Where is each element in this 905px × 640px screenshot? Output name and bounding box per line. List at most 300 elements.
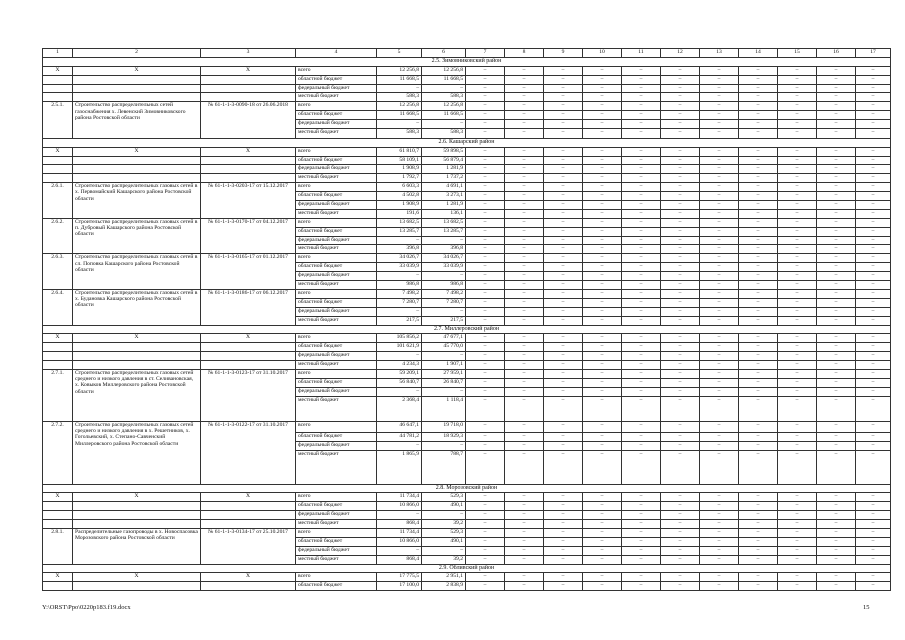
- page-number: 15: [863, 604, 870, 611]
- project-name: Строительство распределительных газовых сетей в п. Дубровый Кашарского района Ростовской области: [73, 218, 201, 254]
- item-number: 2.6.3.: [43, 254, 73, 290]
- budget-type: областной бюджет: [296, 192, 377, 201]
- value-column-10: –: [583, 156, 622, 165]
- value-column-13: –: [700, 334, 739, 343]
- value-column-17: –: [856, 102, 891, 111]
- value-column-12: –: [661, 361, 700, 370]
- budget-type: областной бюджет: [296, 111, 377, 120]
- budget-type: всего: [296, 102, 377, 111]
- value-column-14: –: [739, 573, 778, 582]
- value-column-15: –: [778, 343, 817, 352]
- table-row: [43, 254, 891, 263]
- value-column-12: –: [661, 555, 700, 564]
- value-column-7: –: [466, 298, 505, 307]
- value-column-15: –: [778, 529, 817, 538]
- value-column-5: 11 668,5: [377, 111, 422, 120]
- value-column-15: –: [778, 502, 817, 511]
- value-column-7: –: [466, 156, 505, 165]
- value-column-10: –: [583, 183, 622, 192]
- value-column-14: –: [739, 520, 778, 529]
- value-column-8: –: [505, 281, 544, 290]
- value-column-13: –: [700, 120, 739, 129]
- value-column-6: 11 668,5: [422, 111, 466, 120]
- value-column-17: –: [856, 289, 891, 298]
- value-column-17: –: [856, 343, 891, 352]
- value-column-14: –: [739, 298, 778, 307]
- value-column-16: –: [817, 272, 856, 281]
- value-column-15: –: [778, 102, 817, 111]
- value-column-9: –: [544, 75, 583, 84]
- value-column-10: –: [583, 102, 622, 111]
- value-column-5: 217,5: [377, 316, 422, 325]
- value-column-14: –: [739, 307, 778, 316]
- budget-type: всего: [296, 369, 377, 378]
- value-column-14: –: [739, 334, 778, 343]
- value-column-6: 217,5: [422, 316, 466, 325]
- value-column-9: –: [544, 245, 583, 254]
- item-number: [43, 520, 73, 529]
- value-column-7: –: [466, 316, 505, 325]
- value-column-8: –: [505, 192, 544, 201]
- value-column-10: –: [583, 502, 622, 511]
- budget-type: областной бюджет: [296, 156, 377, 165]
- value-column-5: 13 285,7: [377, 227, 422, 236]
- value-column-9: –: [544, 281, 583, 290]
- value-column-14: –: [739, 201, 778, 210]
- value-column-7: –: [466, 120, 505, 129]
- value-column-12: –: [661, 352, 700, 361]
- value-column-11: –: [622, 245, 661, 254]
- column-number: 8: [505, 49, 544, 58]
- budget-type: федеральный бюджет: [296, 236, 377, 245]
- value-column-7: –: [466, 66, 505, 75]
- value-column-16: –: [817, 236, 856, 245]
- value-column-5: 33 039,9: [377, 263, 422, 272]
- section-title: 2.5. Зимовниковский район: [43, 57, 891, 66]
- budget-type: всего: [296, 529, 377, 538]
- budget-type: областной бюджет: [296, 227, 377, 236]
- value-column-16: –: [817, 218, 856, 227]
- value-column-11: –: [622, 289, 661, 298]
- value-column-6: 1 118,4: [422, 396, 466, 421]
- value-column-5: 34 026,7: [377, 254, 422, 263]
- budget-type: местный бюджет: [296, 281, 377, 290]
- value-column-16: –: [817, 502, 856, 511]
- value-column-12: –: [661, 307, 700, 316]
- value-column-8: –: [505, 582, 544, 591]
- value-column-11: –: [622, 129, 661, 139]
- value-column-16: –: [817, 111, 856, 120]
- budget-type: всего: [296, 493, 377, 502]
- value-column-12: –: [661, 263, 700, 272]
- value-column-15: –: [778, 432, 817, 441]
- value-column-15: –: [778, 192, 817, 201]
- value-column-10: –: [583, 378, 622, 387]
- value-column-15: –: [778, 537, 817, 546]
- value-column-11: –: [622, 218, 661, 227]
- value-column-15: –: [778, 111, 817, 120]
- value-column-5: 4 502,8: [377, 192, 422, 201]
- expertise-reference: X: [201, 573, 296, 582]
- value-column-15: –: [778, 209, 817, 218]
- budget-type: всего: [296, 334, 377, 343]
- value-column-16: –: [817, 546, 856, 555]
- value-column-15: –: [778, 573, 817, 582]
- value-column-16: –: [817, 102, 856, 111]
- value-column-16: –: [817, 165, 856, 174]
- project-name: Строительство распределительных газовых сетей в х. Будановка Кашарского района Ростовской области: [73, 289, 201, 325]
- expertise-reference: [201, 156, 296, 165]
- value-column-7: –: [466, 502, 505, 511]
- value-column-8: –: [505, 316, 544, 325]
- project-name: X: [73, 573, 201, 582]
- value-column-13: –: [700, 236, 739, 245]
- value-column-5: 61 810,7: [377, 147, 422, 156]
- value-column-7: –: [466, 555, 505, 564]
- value-column-8: –: [505, 432, 544, 441]
- project-name: Строительство распределительных сетей газоснабжения х. Левенский Зимовниковского района Ростовской области: [73, 102, 201, 138]
- value-column-17: –: [856, 361, 891, 370]
- value-column-17: –: [856, 236, 891, 245]
- value-column-17: –: [856, 493, 891, 502]
- value-column-7: –: [466, 263, 505, 272]
- value-column-8: –: [505, 421, 544, 432]
- value-column-9: –: [544, 396, 583, 421]
- value-column-17: –: [856, 520, 891, 529]
- value-column-16: –: [817, 156, 856, 165]
- value-column-15: –: [778, 183, 817, 192]
- value-column-7: –: [466, 192, 505, 201]
- value-column-13: –: [700, 209, 739, 218]
- value-column-16: –: [817, 254, 856, 263]
- value-column-11: –: [622, 236, 661, 245]
- value-column-17: –: [856, 352, 891, 361]
- value-column-10: –: [583, 272, 622, 281]
- value-column-5: 1 792,7: [377, 174, 422, 183]
- value-column-5: –: [377, 441, 422, 450]
- value-column-14: –: [739, 218, 778, 227]
- value-column-13: –: [700, 298, 739, 307]
- value-column-16: –: [817, 192, 856, 201]
- table-row: [43, 502, 891, 511]
- value-column-17: –: [856, 396, 891, 421]
- project-name: Строительство распределительных газовых сетей в сл. Поповка Кашарского района Ростовской области: [73, 254, 201, 290]
- value-column-16: –: [817, 511, 856, 520]
- value-column-15: –: [778, 66, 817, 75]
- value-column-7: –: [466, 84, 505, 93]
- value-column-11: –: [622, 120, 661, 129]
- value-column-12: –: [661, 582, 700, 591]
- value-column-13: –: [700, 129, 739, 139]
- value-column-9: –: [544, 84, 583, 93]
- value-column-16: –: [817, 573, 856, 582]
- value-column-9: –: [544, 227, 583, 236]
- budget-type: местный бюджет: [296, 450, 377, 484]
- value-column-9: –: [544, 450, 583, 484]
- value-column-15: –: [778, 441, 817, 450]
- value-column-16: –: [817, 174, 856, 183]
- value-column-10: –: [583, 334, 622, 343]
- value-column-14: –: [739, 236, 778, 245]
- item-number: 2.8.1.: [43, 529, 73, 565]
- value-column-15: –: [778, 165, 817, 174]
- value-column-13: –: [700, 66, 739, 75]
- value-column-8: –: [505, 369, 544, 378]
- value-column-13: –: [700, 147, 739, 156]
- value-column-8: –: [505, 378, 544, 387]
- value-column-17: –: [856, 183, 891, 192]
- value-column-11: –: [622, 529, 661, 538]
- value-column-10: –: [583, 529, 622, 538]
- value-column-5: 588,3: [377, 129, 422, 139]
- value-column-12: –: [661, 450, 700, 484]
- project-name: [73, 93, 201, 102]
- value-column-15: –: [778, 396, 817, 421]
- table-row: [43, 147, 891, 156]
- item-number: [43, 511, 73, 520]
- table-row: [43, 529, 891, 538]
- value-column-6: –: [422, 387, 466, 396]
- table-row: [43, 421, 891, 432]
- value-column-15: –: [778, 387, 817, 396]
- value-column-11: –: [622, 254, 661, 263]
- value-column-7: –: [466, 520, 505, 529]
- value-column-12: –: [661, 298, 700, 307]
- value-column-16: –: [817, 84, 856, 93]
- value-column-13: –: [700, 192, 739, 201]
- value-column-13: –: [700, 537, 739, 546]
- value-column-11: –: [622, 511, 661, 520]
- value-column-10: –: [583, 218, 622, 227]
- expertise-reference: [201, 84, 296, 93]
- project-name: [73, 84, 201, 93]
- value-column-12: –: [661, 502, 700, 511]
- value-column-10: –: [583, 432, 622, 441]
- value-column-5: –: [377, 511, 422, 520]
- column-number: 14: [739, 49, 778, 58]
- value-column-13: –: [700, 493, 739, 502]
- value-column-6: 27 959,1: [422, 369, 466, 378]
- value-column-8: –: [505, 120, 544, 129]
- value-column-8: –: [505, 156, 544, 165]
- value-column-12: –: [661, 147, 700, 156]
- value-column-15: –: [778, 450, 817, 484]
- value-column-12: –: [661, 334, 700, 343]
- value-column-5: 986,8: [377, 281, 422, 290]
- value-column-10: –: [583, 201, 622, 210]
- value-column-7: –: [466, 546, 505, 555]
- value-column-11: –: [622, 93, 661, 102]
- table-row: [43, 343, 891, 352]
- value-column-16: –: [817, 387, 856, 396]
- value-column-9: –: [544, 289, 583, 298]
- value-column-8: –: [505, 84, 544, 93]
- value-column-13: –: [700, 511, 739, 520]
- expertise-reference: [201, 502, 296, 511]
- value-column-5: 10 866,0: [377, 502, 422, 511]
- value-column-11: –: [622, 147, 661, 156]
- value-column-8: –: [505, 511, 544, 520]
- project-name: [73, 352, 201, 361]
- value-column-13: –: [700, 396, 739, 421]
- expertise-reference: X: [201, 334, 296, 343]
- value-column-5: 868,4: [377, 555, 422, 564]
- value-column-13: –: [700, 75, 739, 84]
- value-column-10: –: [583, 289, 622, 298]
- value-column-12: –: [661, 156, 700, 165]
- value-column-14: –: [739, 582, 778, 591]
- value-column-17: –: [856, 147, 891, 156]
- value-column-13: –: [700, 441, 739, 450]
- value-column-9: –: [544, 254, 583, 263]
- budget-type: местный бюджет: [296, 129, 377, 139]
- value-column-8: –: [505, 102, 544, 111]
- value-column-5: 2 368,4: [377, 396, 422, 421]
- value-column-7: –: [466, 254, 505, 263]
- value-column-14: –: [739, 245, 778, 254]
- value-column-14: –: [739, 272, 778, 281]
- section-title: 2.9. Обливский район: [43, 564, 891, 573]
- value-column-12: –: [661, 227, 700, 236]
- project-name: X: [73, 493, 201, 502]
- value-column-12: –: [661, 272, 700, 281]
- value-column-5: 4 234,3: [377, 361, 422, 370]
- value-column-13: –: [700, 369, 739, 378]
- budget-type: всего: [296, 573, 377, 582]
- value-column-15: –: [778, 378, 817, 387]
- value-column-16: –: [817, 421, 856, 432]
- value-column-15: –: [778, 307, 817, 316]
- value-column-12: –: [661, 111, 700, 120]
- value-column-9: –: [544, 307, 583, 316]
- value-column-7: –: [466, 343, 505, 352]
- section-heading-row: [43, 57, 891, 66]
- column-number: 2: [73, 49, 201, 58]
- value-column-13: –: [700, 263, 739, 272]
- value-column-9: –: [544, 361, 583, 370]
- value-column-6: 11 668,5: [422, 75, 466, 84]
- value-column-16: –: [817, 307, 856, 316]
- value-column-17: –: [856, 421, 891, 432]
- value-column-7: –: [466, 396, 505, 421]
- value-column-15: –: [778, 511, 817, 520]
- column-number: 17: [856, 49, 891, 58]
- value-column-15: –: [778, 369, 817, 378]
- budget-type: местный бюджет: [296, 209, 377, 218]
- value-column-15: –: [778, 147, 817, 156]
- budget-type: областной бюджет: [296, 378, 377, 387]
- value-column-5: 11 734,4: [377, 493, 422, 502]
- value-column-9: –: [544, 192, 583, 201]
- value-column-12: –: [661, 546, 700, 555]
- value-column-10: –: [583, 84, 622, 93]
- budget-type: областной бюджет: [296, 263, 377, 272]
- budget-type: областной бюджет: [296, 343, 377, 352]
- section-heading-row: [43, 325, 891, 334]
- value-column-15: –: [778, 227, 817, 236]
- value-column-6: 26 840,7: [422, 378, 466, 387]
- table-row: [43, 582, 891, 591]
- value-column-11: –: [622, 84, 661, 93]
- value-column-13: –: [700, 156, 739, 165]
- value-column-11: –: [622, 555, 661, 564]
- table-row: [43, 493, 891, 502]
- value-column-15: –: [778, 93, 817, 102]
- budget-type: всего: [296, 289, 377, 298]
- value-column-10: –: [583, 192, 622, 201]
- table-row: [43, 511, 891, 520]
- value-column-14: –: [739, 378, 778, 387]
- value-column-10: –: [583, 573, 622, 582]
- value-column-17: –: [856, 546, 891, 555]
- value-column-14: –: [739, 102, 778, 111]
- value-column-15: –: [778, 84, 817, 93]
- value-column-17: –: [856, 201, 891, 210]
- value-column-6: 47 677,1: [422, 334, 466, 343]
- value-column-9: –: [544, 537, 583, 546]
- value-column-12: –: [661, 93, 700, 102]
- value-column-13: –: [700, 201, 739, 210]
- value-column-5: 1 865,9: [377, 450, 422, 484]
- value-column-13: –: [700, 93, 739, 102]
- item-number: X: [43, 147, 73, 156]
- budget-type: областной бюджет: [296, 537, 377, 546]
- value-column-9: –: [544, 174, 583, 183]
- value-column-17: –: [856, 281, 891, 290]
- value-column-6: 1 281,9: [422, 201, 466, 210]
- value-column-8: –: [505, 245, 544, 254]
- value-column-14: –: [739, 111, 778, 120]
- table-row: [43, 102, 891, 111]
- table-row: [43, 165, 891, 174]
- value-column-15: –: [778, 263, 817, 272]
- column-number: 5: [377, 49, 422, 58]
- value-column-9: –: [544, 147, 583, 156]
- budget-type: местный бюджет: [296, 361, 377, 370]
- value-column-7: –: [466, 582, 505, 591]
- value-column-9: –: [544, 502, 583, 511]
- value-column-6: –: [422, 236, 466, 245]
- value-column-5: 11 668,5: [377, 75, 422, 84]
- value-column-9: –: [544, 493, 583, 502]
- value-column-11: –: [622, 298, 661, 307]
- project-name: X: [73, 334, 201, 343]
- value-column-16: –: [817, 147, 856, 156]
- value-column-15: –: [778, 582, 817, 591]
- value-column-7: –: [466, 421, 505, 432]
- project-name: [73, 511, 201, 520]
- value-column-7: –: [466, 111, 505, 120]
- value-column-11: –: [622, 582, 661, 591]
- value-column-17: –: [856, 529, 891, 538]
- budget-type: федеральный бюджет: [296, 120, 377, 129]
- value-column-6: –: [422, 352, 466, 361]
- expertise-reference: [201, 75, 296, 84]
- value-column-14: –: [739, 511, 778, 520]
- budget-type: федеральный бюджет: [296, 441, 377, 450]
- value-column-16: –: [817, 343, 856, 352]
- value-column-17: –: [856, 209, 891, 218]
- value-column-12: –: [661, 520, 700, 529]
- value-column-6: 56 879,4: [422, 156, 466, 165]
- value-column-7: –: [466, 227, 505, 236]
- value-column-9: –: [544, 432, 583, 441]
- value-column-17: –: [856, 75, 891, 84]
- value-column-8: –: [505, 254, 544, 263]
- item-number: [43, 343, 73, 352]
- value-column-14: –: [739, 174, 778, 183]
- value-column-6: 12 256,8: [422, 66, 466, 75]
